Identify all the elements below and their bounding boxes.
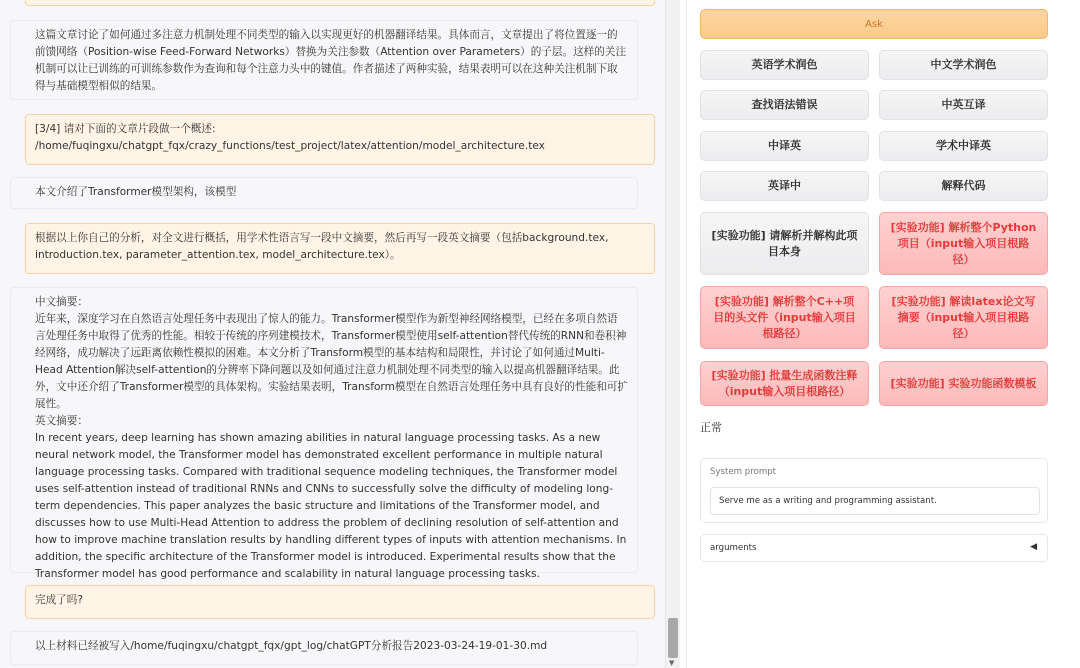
chat-message-bot: 以上材料已经被写入/home/fuqingxu/chatgpt_fqx/gpt_log/chatGPT分析报告2023-03-24-19-01-30.md [10,631,638,665]
english-polish-button[interactable]: 英语学术润色 [700,50,869,80]
scrollbar-thumb[interactable] [668,618,678,658]
chat-message-user: 完成了吗? [25,585,655,619]
parse-self-project-button[interactable]: [实验功能] 请解析并解构此项目本身 [700,212,869,275]
chat-message-bot: 本文介绍了Transformer模型架构，该模型 [10,177,638,209]
function-template-button[interactable]: [实验功能] 实验功能函数模板 [879,361,1048,406]
scroll-down-icon[interactable]: ▼ [669,659,675,667]
academic-zh-to-en-button[interactable]: 学术中译英 [879,131,1048,161]
system-prompt-input[interactable]: Serve me as a writing and programming assistant. [710,487,1040,515]
grammar-check-button[interactable]: 查找语法错误 [700,90,869,120]
parse-python-project-button[interactable]: [实验功能] 解析整个Python项目（input输入项目根路径） [879,212,1048,275]
arguments-label: arguments [710,543,757,553]
zh-to-en-button[interactable]: 中译英 [700,131,869,161]
chat-message-user-partial [25,0,655,6]
chat-message-bot: 中文摘要： 近年来，深度学习在自然语言处理任务中表现出了惊人的能力。Transformer模型作为新型神经网络模型，已经在多项自然语言处理任务中取得了优秀的性能。相较于传统的序列建模技术，Transformer模型使用self-attention替代传统的RNN和卷积神经网络，成功解决了远距离依赖性模拟的困难。本文分析了Transform模型的基本结构和局限性，并讨论了如何通过Multi-Head Attention解决self-attention的分辨率下降问题以及如何通过注意力机制处理不同类型的输入以提高机器翻译结果。此外，文中还介绍了Transformer模型的具体架构。实验结果表明，Transform模型在自然语言处理任务中具有良好的性能和可扩展性。 英文摘要： In recent years, deep learning has shown amazing abilities in natural language processing tasks. As a new neural network model, the Transformer model has demonstrated excellent performance in multiple natural language processing tasks. Compared with traditional sequence modeling techniques, the Transformer model uses self-attention instead of traditional RNNs and CNNs to successfully solve the difficulty of modeling long-term dependencies. This paper analyzes the basic structure and limitations of the Transformer model, and discusses how to use Multi-Head Attention to address the problem of declining resolution of self-attention and how to improve machine translation results by handling different types of inputs with attention mechanisms. In addition, the specific architecture of the Transformer model is introduced. Experimental results show that the Transformer model has good performance and scalability in natural language processing tasks. [10,287,638,573]
latex-abstract-button[interactable]: [实验功能] 解读latex论文写摘要（input输入项目根路径） [879,286,1048,349]
collapse-arrow-icon[interactable]: ◀ [1030,542,1037,552]
chinese-polish-button[interactable]: 中文学术润色 [879,50,1048,80]
status-text: 正常 [700,421,722,434]
parse-cpp-headers-button[interactable]: [实验功能] 解析整个C++项目的头文件（input输入项目根路径） [700,286,869,349]
chat-message-user: [3/4] 请对下面的文章片段做一个概述: /home/fuqingxu/chatgpt_fqx/crazy_functions/test_project/latex/attention/model_architecture.tex [25,114,655,165]
batch-comment-button[interactable]: [实验功能] 批量生成函数注释（input输入项目根路径） [700,361,869,406]
zh-en-translate-button[interactable]: 中英互译 [879,90,1048,120]
system-prompt-panel [700,458,1048,523]
en-to-zh-button[interactable]: 英译中 [700,171,869,201]
explain-code-button[interactable]: 解释代码 [879,171,1048,201]
chat-message-user: 根据以上你自己的分析，对全文进行概括，用学术性语言写一段中文摘要，然后再写一段英文摘要（包括background.tex, introduction.tex, parameter_attention.tex, model_architecture.tex）。 [25,223,655,274]
system-prompt-label: System prompt [710,467,777,477]
panel-divider [686,0,687,668]
ask-button[interactable]: Ask [700,9,1048,39]
chat-scrollbar[interactable] [665,0,680,668]
arguments-accordion[interactable] [700,534,1048,562]
chat-message-bot: 这篇文章讨论了如何通过多注意力机制处理不同类型的输入以实现更好的机器翻译结果。具体而言，文章提出了将位置逐一的前馈网络（Position-wise Feed-Forward Networks）替换为关注参数（Attention over Parameters）的子层。这样的关注机制可以让已训练的可训练参数作为查询和每个注意力头中的键值。作者描述了两种实验，结果表明可以在这种关注机制下取得与基础模型相似的结果。 [10,20,638,100]
